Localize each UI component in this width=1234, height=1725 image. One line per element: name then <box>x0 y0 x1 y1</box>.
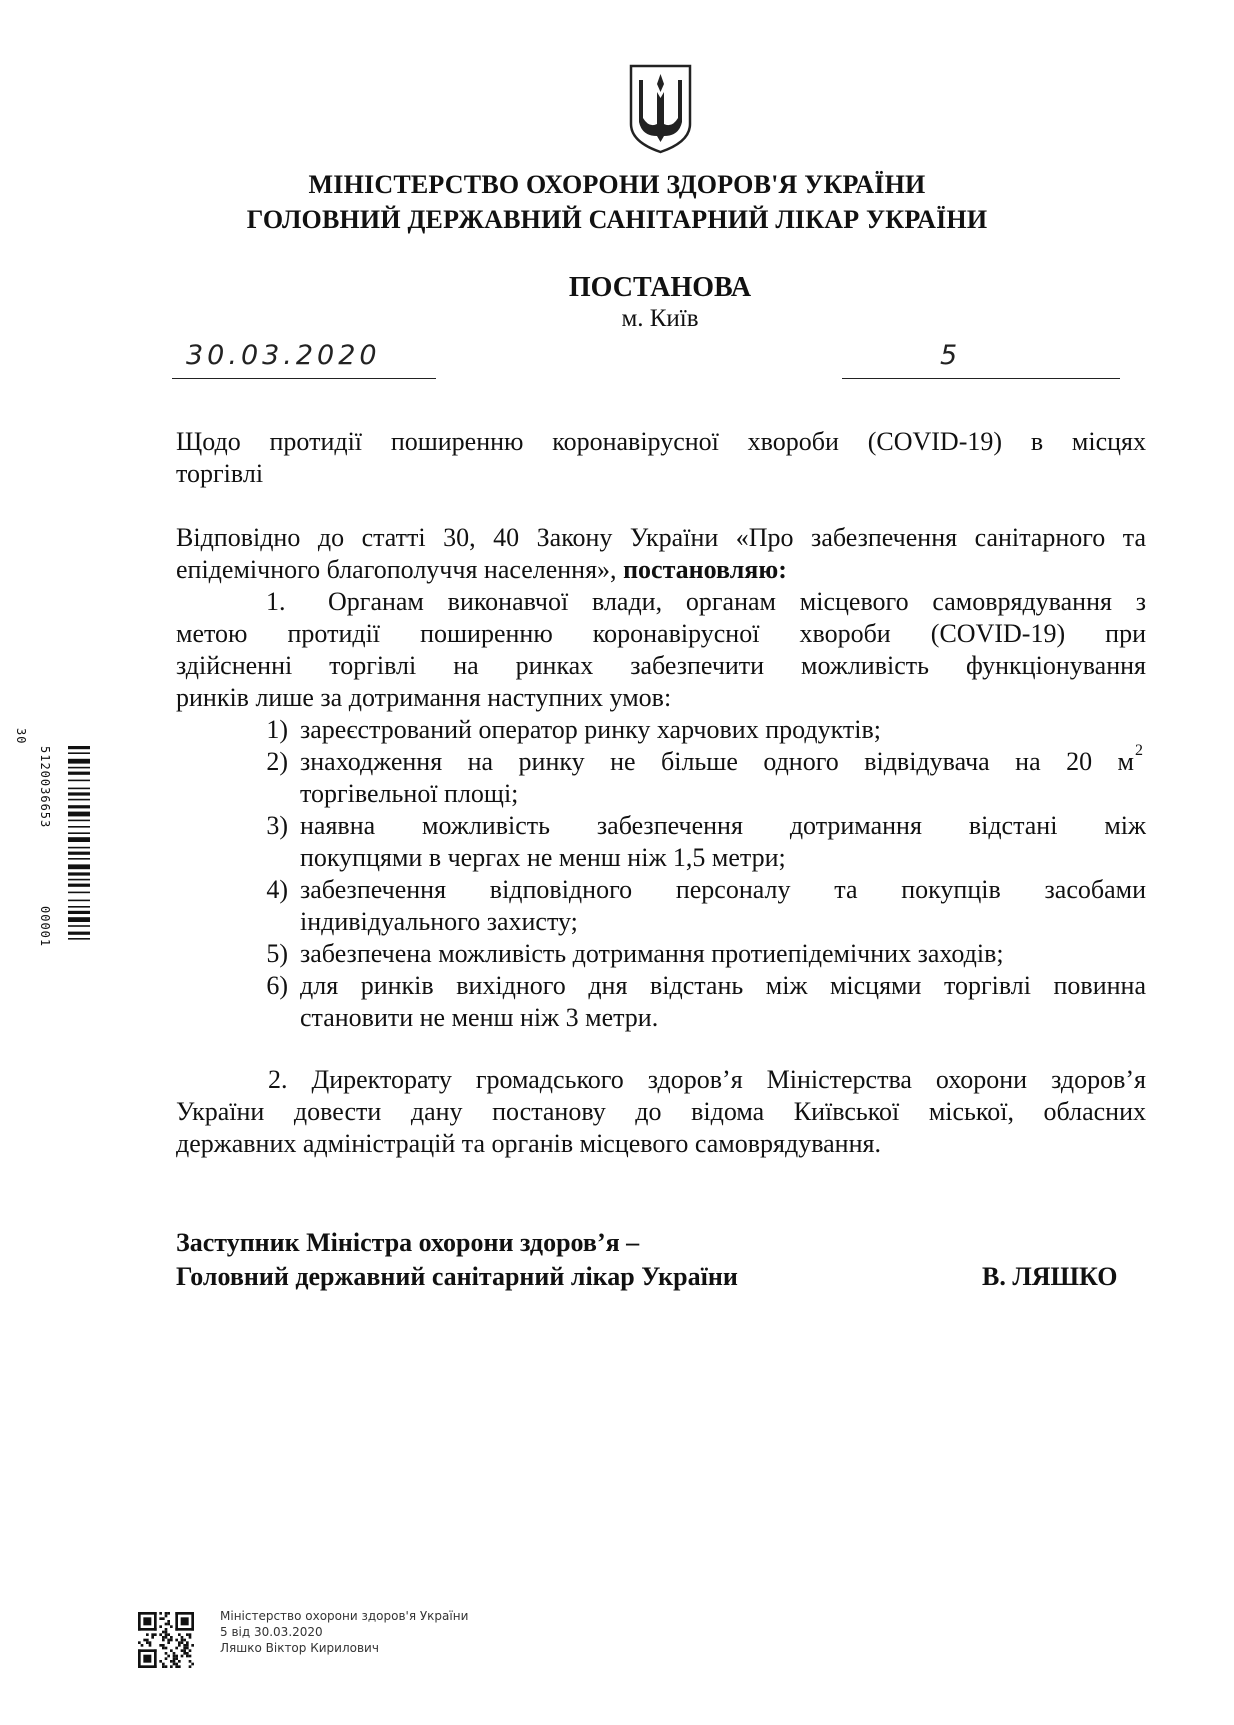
stamp-line-3: Ляшко Віктор Кирилович <box>220 1641 379 1655</box>
point-1-line-3: здійсненні торгівлі на ринках забезпечити можливість функціонування <box>176 651 1146 680</box>
condition-2-line-2: торгівельної площі; <box>300 779 519 808</box>
stamp-line-2: 5 від 30.03.2020 <box>220 1625 323 1639</box>
document-number: 5 <box>940 340 962 371</box>
document-city: м. Київ <box>621 305 699 332</box>
condition-3-line-1: наявна можливість забезпечення дотримання відстані між <box>300 811 1146 840</box>
barcode-middle-digits: 5120036653 <box>38 746 52 829</box>
point-2-line-3: державних адміністрацій та органів місцевого самоврядування. <box>176 1129 881 1158</box>
condition-5-number: 5) <box>266 939 288 968</box>
condition-4-line-2: індивідуального захисту; <box>300 907 578 936</box>
qr-code-icon <box>138 1612 194 1668</box>
point-1-line-2: метою протидії поширенню коронавірусної хвороби (COVID-19) при <box>176 619 1146 648</box>
number-line <box>842 378 1120 379</box>
signatory-title-1: Заступник Міністра охорони здоров’я – <box>176 1228 640 1257</box>
condition-6-line-1: для ринків вихідного дня відстань між місцями торгівлі повинна <box>300 971 1146 1000</box>
condition-3-line-2: покупцями в чергах не менш ніж 1,5 метри; <box>300 843 786 872</box>
subject-line-2: торгівлі <box>176 459 264 488</box>
condition-1-line-1: зареєстрований оператор ринку харчових продуктів; <box>300 715 881 744</box>
electronic-stamp <box>220 1608 468 1656</box>
point-2-line-1: 2. Директорату громадського здоров’я Міністерства охорони здоров’я <box>268 1065 1146 1094</box>
office-name: ГОЛОВНИЙ ДЕРЖАВНИЙ САНІТАРНИЙ ЛІКАР УКРАЇНИ <box>246 205 988 234</box>
signatory-name: В. ЛЯШКО <box>982 1262 1118 1291</box>
ministry-name: МІНІСТЕРСТВО ОХОРОНИ ЗДОРОВ'Я УКРАЇНИ <box>308 170 926 199</box>
condition-2-line-1: знаходження на ринку не більше одного відвідувача на 20 м <box>300 747 1134 776</box>
point-2-line-2: України довести дану постанову до відома Київської міської, обласних <box>176 1097 1146 1126</box>
date-line <box>172 378 436 379</box>
condition-4-number: 4) <box>266 875 288 904</box>
condition-4-line-1: забезпечення відповідного персоналу та покупців засобами <box>300 875 1146 904</box>
registration-barcode <box>14 716 92 962</box>
point-1-number: 1. <box>266 587 286 616</box>
intro-line-1: Відповідно до статті 30, 40 Закону України «Про забезпечення санітарного та <box>176 523 1146 552</box>
point-1-line-4: ринків лише за дотримання наступних умов: <box>176 683 672 712</box>
resolution-word: постановляю: <box>623 555 787 584</box>
subject-line-1: Щодо протидії поширенню коронавірусної хвороби (COVID-19) в місцях <box>176 427 1146 456</box>
document-date: 30.03.2020 <box>186 340 381 371</box>
condition-1-number: 1) <box>266 715 288 744</box>
coat-of-arms-icon <box>627 62 694 156</box>
stamp-line-1: Міністерство охорони здоров'я України <box>220 1609 469 1623</box>
condition-2-number: 2) <box>266 747 288 776</box>
condition-6-line-2: становити не менш ніж 3 метри. <box>300 1003 659 1032</box>
area-superscript: 2 <box>1135 742 1143 759</box>
signatory-title-2: Головний державний санітарний лікар України <box>176 1262 738 1291</box>
condition-3-number: 3) <box>266 811 288 840</box>
point-1-line-1: Органам виконавчої влади, органам місцевого самоврядування з <box>328 587 1146 616</box>
condition-6-number: 6) <box>266 971 288 1000</box>
barcode-top-digits: 30 <box>14 728 28 745</box>
barcode-bottom-digits: 00001 <box>38 906 52 948</box>
intro-line-2: епідемічного благополуччя населення», постановляю: <box>176 555 787 584</box>
document-type: ПОСТАНОВА <box>568 272 752 303</box>
condition-5-line-1: забезпечена можливість дотримання протиепідемічних заходів; <box>300 939 1004 968</box>
